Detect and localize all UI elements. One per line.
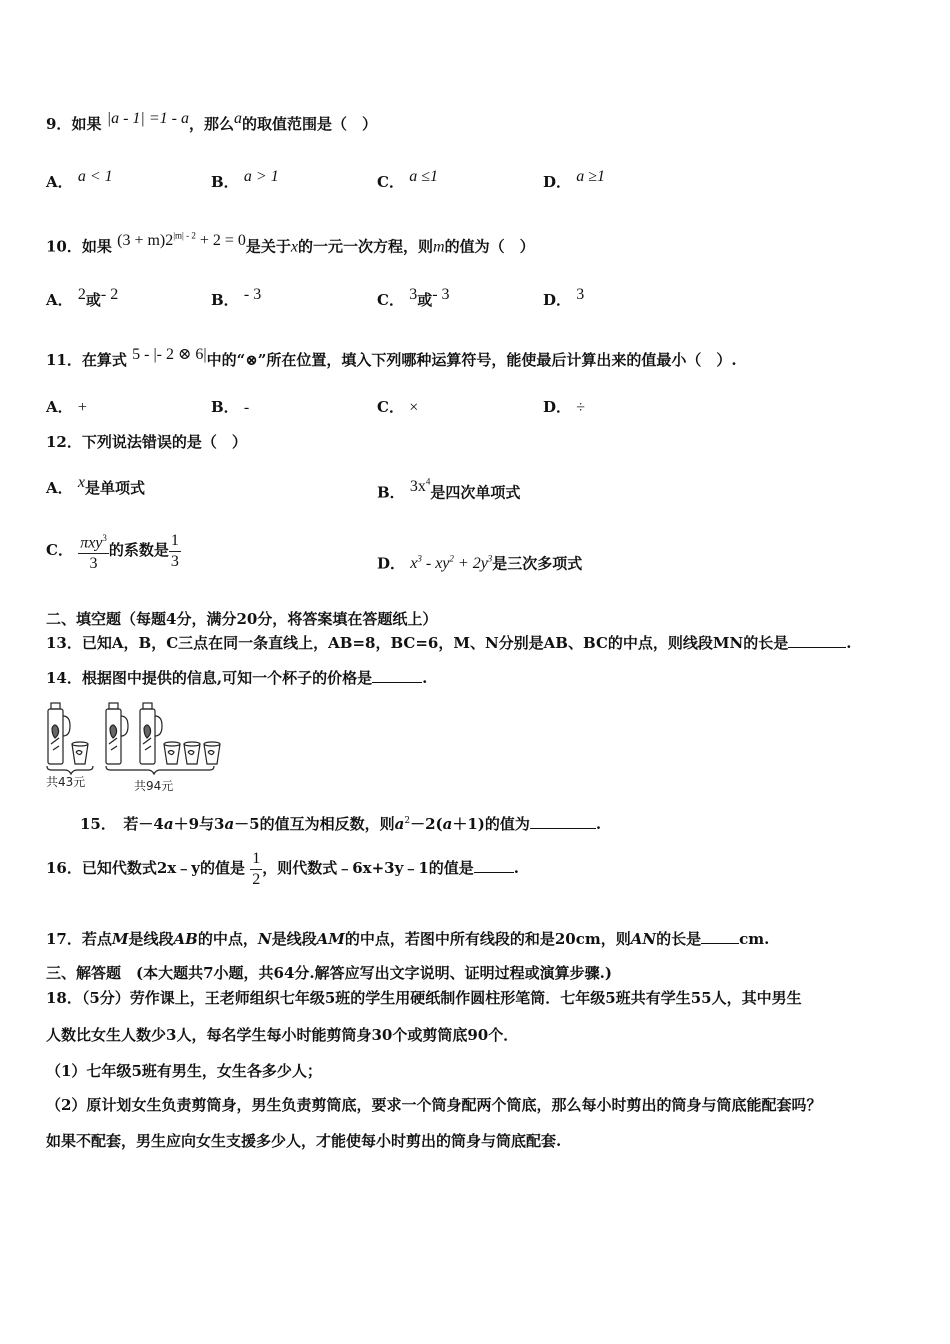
q11-expression: 5 - |- 2 ⊗ 6| <box>132 346 207 363</box>
question-12: 12．下列说法错误的是（ ） <box>46 433 247 451</box>
question-9: 9．如果 |a - 1| =1 - a，那么a的取值范围是（ ） <box>46 110 377 133</box>
cup-icon <box>72 742 88 764</box>
q16-fraction: $\frac{1}{2}$ <box>252 849 261 888</box>
q12-c-coefficient: $\frac{1}{3}$ <box>170 531 179 570</box>
q9-option-b[interactable]: B． a > 1 <box>211 168 279 191</box>
q15-answer-blank[interactable] <box>530 814 596 829</box>
q10-option-a[interactable]: A． 2或- 2 <box>46 286 119 309</box>
question-15: 15． 若－4a＋9与3a－5的值互为相反数，则$a^2-2(a+1)$的值为 . <box>80 815 602 833</box>
cup-icon <box>164 742 180 764</box>
q12-option-c[interactable]: C． $\frac{\pi xy^3}{3}$ 的系数是 $\frac{1}{3}$ <box>46 528 181 574</box>
q16-answer-blank[interactable] <box>474 858 514 873</box>
q10-equation: $(3 + m)2^{|m| - 2} + 2 = 0$ <box>117 231 246 250</box>
q14-label-left: 共43元 <box>46 775 86 789</box>
q9-option-c[interactable]: C． a ≤1 <box>377 168 438 191</box>
q12-option-d[interactable]: D． $x^3 - xy^2 + 2y^3$是三次多项式 <box>377 554 583 573</box>
thermos-icon <box>48 703 70 764</box>
question-11: 11．在算式 5 - |- 2 ⊗ 6|中的“⊗”所在位置，填入下列哪种运算符号，能使最后计算出来的值最小（ ）. <box>46 346 737 369</box>
question-18-line-2: 人数比女生人数少3人，每名学生每小时能剪筒身30个或剪筒底90个． <box>46 1026 519 1044</box>
question-16: 16．已知代数式2x﹣y的值是 $\frac{1}{2}$ ，则代数式﹣6x+3y﹣1的值是 . <box>46 849 519 888</box>
q11-option-d[interactable]: D． ÷ <box>543 398 586 416</box>
q14-label-right: 共94元 <box>134 779 174 793</box>
question-13: 13．已知A，B，C三点在同一条直线上，AB=8，BC=6，M、N分别是AB、BC的中点，则线段MN的长是 . <box>46 634 852 652</box>
question-14: 14．根据图中提供的信息,可知一个杯子的价格是 . <box>46 669 428 687</box>
q11-option-a[interactable]: A． + <box>46 398 87 416</box>
question-17: 17．若点M是线段AB的中点，N是线段AM的中点，若图中所有线段的和是20cm，则AN的长是 cm. <box>46 930 770 948</box>
cup-icon <box>184 742 200 764</box>
cup-icon <box>204 742 220 764</box>
q10-option-c[interactable]: C． 3或- 3 <box>377 286 450 309</box>
section-3-heading: 三、解答题 (本大题共7小题，共64分.解答应写出文字说明、证明过程或演算步骤.) <box>46 964 612 982</box>
q9-condition-math: |a - 1| =1 - a <box>106 110 189 127</box>
thermos-icon <box>140 703 162 764</box>
q17-answer-blank[interactable] <box>701 929 739 944</box>
q11-option-c[interactable]: C． × <box>377 398 419 416</box>
q12-c-fraction: $\frac{\pi xy^3}{3}$ <box>78 528 109 574</box>
q14-answer-blank[interactable] <box>372 668 422 683</box>
q9-option-a[interactable]: A． a < 1 <box>46 168 113 191</box>
question-10: 10．如果 $(3 + m)2^{|m| - 2} + 2 = 0$是关于x的一元一次方程，则m的值为（ ） <box>46 231 535 256</box>
question-18-sub-2: （2）原计划女生负责剪筒身，男生负责剪筒底，要求一个筒身配两个筒底，那么每小时剪出的筒身与筒底能配套吗？ <box>46 1096 822 1114</box>
thermos-icon <box>106 703 128 764</box>
section-2-heading: 二、填空题（每题4分，满分20分，将答案填在答题纸上） <box>46 610 438 628</box>
q10-option-b[interactable]: B． - 3 <box>211 286 262 309</box>
q10-option-d[interactable]: D． 3 <box>543 286 585 309</box>
q11-option-b[interactable]: B． - <box>211 398 250 416</box>
question-18-sub-1: （1）七年级5班有男生，女生各多少人； <box>46 1062 322 1080</box>
q12-option-a[interactable]: A． x是单项式 <box>46 474 145 497</box>
q12-option-b[interactable]: B． $3x^4$是四次单项式 <box>377 477 521 502</box>
question-18-line-3: 如果不配套，男生应向女生支援多少人，才能使每小时剪出的筒身与筒底配套. <box>46 1132 562 1150</box>
question-18-line-1: 18．（5分）劳作课上，王老师组织七年级5班的学生用硬纸制作圆柱形笔筒．七年级5班共有学生55人，其中男生 <box>46 989 802 1007</box>
q13-answer-blank[interactable] <box>788 633 846 648</box>
q9-option-d[interactable]: D． a ≥1 <box>543 168 606 191</box>
q14-thermos-cups-figure <box>44 700 226 794</box>
